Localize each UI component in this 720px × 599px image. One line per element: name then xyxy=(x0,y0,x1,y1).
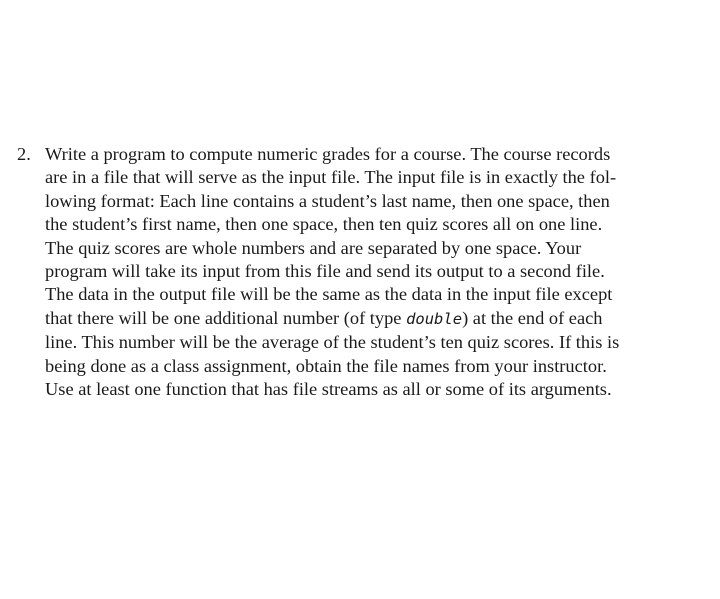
line-text: are in a file that will serve as the input file. The input file is in exactly the fol- xyxy=(45,167,617,188)
line-text: lowing format: Each line contains a student’s last name, then one space, then xyxy=(45,190,610,211)
text-line xyxy=(17,190,703,213)
code-keyword-double: double xyxy=(406,309,463,328)
text-line xyxy=(17,283,703,306)
text-line xyxy=(17,331,703,354)
line-text: being done as a class assignment, obtain the file names from your instructor. xyxy=(45,355,607,376)
text-line xyxy=(17,378,703,401)
text-line xyxy=(17,307,703,331)
line-text: ) at the end of each xyxy=(462,307,603,328)
line-text: Use at least one function that has file streams as all or some of its arguments. xyxy=(45,379,612,400)
line-text: the student’s first name, then one space, then ten quiz scores all on one line. xyxy=(45,214,603,235)
text-line xyxy=(17,213,703,236)
exercise-number: 2. xyxy=(17,144,31,164)
text-line xyxy=(17,143,703,166)
line-text: The data in the output file will be the same as the data in the input file except xyxy=(45,284,613,305)
text-line xyxy=(17,260,703,283)
text-line xyxy=(17,355,703,378)
line-text: The quiz scores are whole numbers and are separated by one space. Your xyxy=(45,237,582,258)
line-text: program will take its input from this file and send its output to a second file. xyxy=(45,261,605,282)
text-line xyxy=(17,166,703,189)
line-text: line. This number will be the average of the student’s ten quiz scores. If this is xyxy=(45,332,620,353)
text-line xyxy=(17,237,703,260)
line-text: that there will be one additional number (of type xyxy=(45,307,407,328)
exercise-2 xyxy=(17,143,703,401)
line-text: Write a program to compute numeric grades for a course. The course records xyxy=(45,144,611,164)
